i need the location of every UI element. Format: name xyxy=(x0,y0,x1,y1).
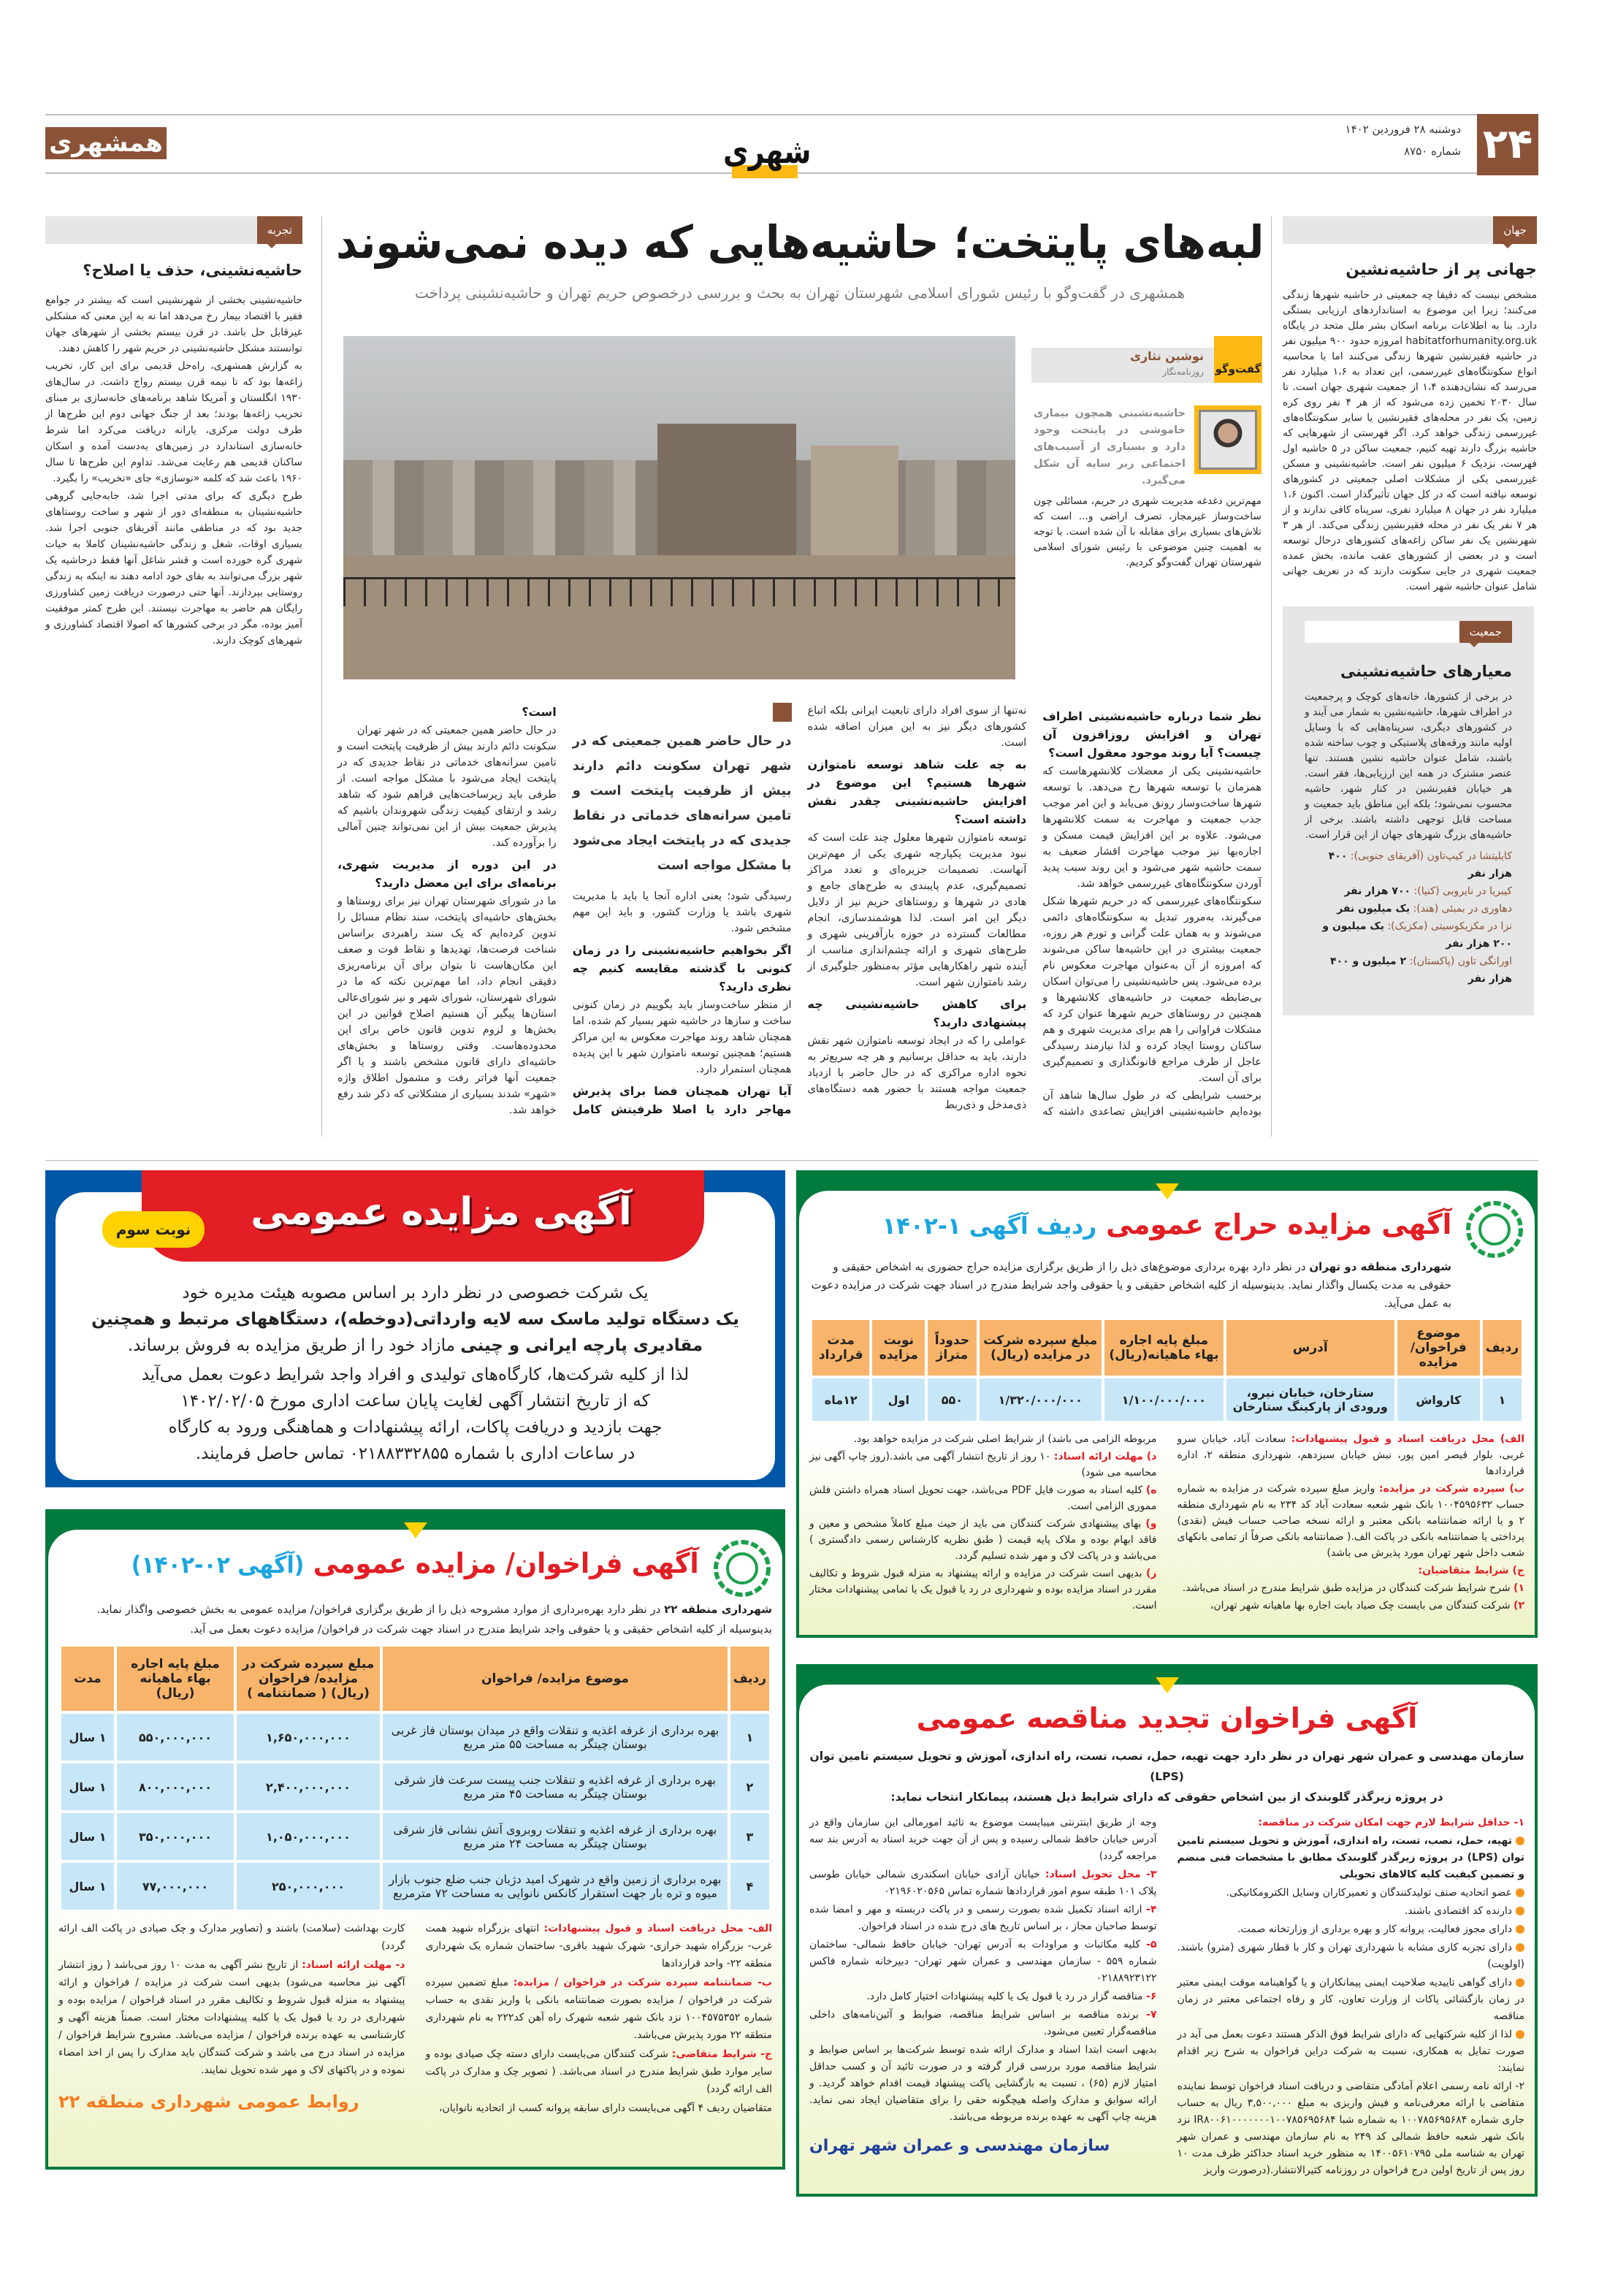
experience-text: حاشیه‌نشینی بخشی از شهرنشینی است که بیشتر در جوامع فقیر با اقتصاد بیمار رخ می‌دهد اما نه به این معنی که مشکلی غیرقابل حل باشد. در قرن بیستم بخشی از شهرهای جهان توانستند مشکل حاشیه‌نشینی در حریم شهر را کاهش دهند. به گزارش همشهری، راه‌حل قدیمی برای این کار، تخریب زاغه‌ها بود که تا نیمه قرن بیستم رواج داشت. در سال‌های ۱۹۳۰ انگلستان و آمریکا شاهد برنامه‌های خانه‌سازی بر مبنای تخریب زاغه‌ها بودند؛ بعد از جنگ جهانی دوم این طرح‌ها از طرف دولت مرکزی، یارانه دریافت می‌کرد اما شرط خانه‌سازی استاندارد در زمین‌های به‌دست آمده و اسکان ساکنان قدیمی هم رعایت می‌شد. تداوم این طرح‌ها تا سال ۱۹۶۰ باعث شد که کلمه «نوسازی» جای «تخریب» را بگیرد. طرح دیگری که برای مدتی اجرا شد، جابه‌جایی گروهی حاشیه‌نشینان به منطقه‌ای دور از شهر و ساخت روستاهای جدید بود که در مناطقی مانند آفریقای جنوبی اجرا شد. بسیاری اوقات، شغل و زندگی حاشیه‌نشینان کاملا به حیات شهری گره خورده است و قشر شاغل آنها فقط درحاشیه یک شهر بزرگ می‌توانند به بقای خود ادامه دهند نه اینکه به زندگی روستایی بپردازند. آنها حتی درصورت دریافت زمین کشاورزی رایگان هم حاضر به مهاجرت نیستند. این طرح کمتر موفقیت آمیز بوده، مگر در برخی کشورها که اصولا اقتصاد کشاورزی و شهرهای کوچک دارند. xyxy=(45,294,302,647)
main-headline: لبه‌های پایتخت؛ حاشیه‌هایی که دیده نمی‌شوند xyxy=(335,216,1264,269)
table-row: ۱ کارواش ستارخان، خیابان نیرو، ورودی از پارکینگ ستارخان ۱/۱۰۰/۰۰۰/۰۰۰ ۱/۳۲۰/۰۰۰/۰۰۰ ۵۵۰ اول ۱۲ماه xyxy=(812,1378,1522,1421)
section-title: شهری xyxy=(722,131,811,171)
slum-item: کایلیتشا در کیپ‌تاون (آفریقای جنوبی): ۴۰۰ هزار نفر xyxy=(1328,850,1512,880)
ad-intro: سازمان مهندسی و عمران شهر تهران در نظر دارد جهت تهیه، حمل، نصب، تست، راه اندازی، آموزش و تحویل سیستم تامین توان (LPS) در پروژه زیرگذر گلوبندک از بین اشخاص حقوقی که دارای شرایط ذیل هستند، پیمانکار انتخاب نماید: xyxy=(809,1750,1524,1804)
ad-title: آگهی مزایده عمومی xyxy=(251,1190,632,1234)
slum-item: دهاوری در بمبئی (هند): یک میلیون نفر xyxy=(1337,903,1512,915)
interview-box xyxy=(1031,348,1262,383)
interview-intro: مهم‌ترین دغدغه مدیریت شهری در حریم، مسائلی چون ساخت‌وساز غیرمجاز، تصرف اراضی و... است که تلاش‌های بسیاری برای مقابله با آن شده است. با توجه به اهمیت چنین موضوعی با رئیس شورای اسلامی شهرستان تهران گفت‌وگو کردیم. xyxy=(1034,495,1261,568)
ad-conditions-right: الف- محل دریافت اسناد و قبول پیشنهادات: انتهای بزرگراه شهید همت غرب- بزرگراه شهید خرازی- شهرک شهید باقری- ساختمان شماره یک شهرداری منطقه ۲۲- واحد قراردادها ب- ضمانتنامه سپرده شرکت در فراخوان / مزایده: مبلغ تضمین سپرده شرکت در فراخوان / مزایده بصورت ضمانتنامه بانکی یا واریز نقدی به حساب شماره ۱۰۰۴۵۷۵۳۵۲ نزد بانک شهر شعبه شهرک راه آهن کد۲۲۲ به نام شهرداری منطقه ۲۲ مورد پذیرش می‌باشد. ج- شرایط متقاضی: شرکت کنندگان می‌بایست دارای دسته چک صیادی بوده و سایر موارد طبق شرایط مندرج در اسناد می‌باشد. ( تصویر چک و مدارک در پاکت الف ارائه گردد) متقاضیان ردیف ۴ آگهی می‌بایست دارای سابقه پروانه کسب از اتحادیه نانوایان، xyxy=(425,1923,772,2114)
table-row: ۳ بهره برداری از غرفه اغذیه و تنقلات روبروی آتش نشانی فاز شرقی بوستان چیتگر به مساحت ۲۴ متر مربع ۱,۰۵۰,۰۰۰,۰۰۰ ۳۵۰,۰۰۰,۰۰۰ ۱ سال xyxy=(61,1813,769,1860)
interview-lead-area xyxy=(1034,405,1261,571)
ad-line: مقادیری پارچه ایرانی و چینی مازاد خود را از طریق مزایده به فروش برساند. xyxy=(127,1336,703,1355)
issue-number: شماره ۸۷۵۰ xyxy=(1404,145,1461,158)
world-text: مشخص نیست که دقیقا چه جمعیتی در حاشیه شهرها زندگی می‌کنند؛ زیرا این موضوع به استانداردهای ارزیابی بستگی دارد. بنا به اطلاعات برنامه اسکان بشر ملل متحد در پایگاه habitatforhumanity.org.uk امروزه حدود ۹۰۰ میلیون نفر در حاشیه فقیرنشین شهرها زندگی می‌کنند اما با محاسبه انواع سکونتگاه‌های غیررسمی، این تعداد به ۱،۶ میلیارد نفر می‌رسد که نشان‌دهنده ۱،۴ از جمعیت شهری جهان است. تا سال ۲۰۳۰ تخمین زده می‌شود که از هر ۴ نفر روی کره زمین، یک نفر در محله‌های فقیرنشین یا سایر سکونتگاه‌های غیررسمی زندگی خواهد کرد. اگر فهرستی از شهرهایی که حاشیه بزرگ دارند تهیه کنیم، جمعیت ساکن در ۵ حاشیه اول فهرست، نزدیک ۶ میلیون نفر است. حاشیه‌نشینی و مسکن غیررسمی یکی از مشکلات اصلی جمعیتی در کشورهای توسعه نیافته است که در کل جهان تأثیرگذار است. اکنون ۱،۶ میلیارد نفر در جهان ۸ میلیارد نفری، سرپناه کافی ندارند و از هر ۷ نفر یک نفر در محله فقیرنشین زندگی می‌کند. از هر ۳ شهرنشین یک نفر ساکن زاغه‌های کشورهای درحال توسعه است و در بعضی از کشورهای عقب مانده، بخش عمده جمعیت شهری در جایی سکونت دارند که در تعریف جهانی شامل عنوان حاشیه شهر است. xyxy=(1283,289,1538,592)
table-row: ۲ بهره برداری از غرفه اغذیه و تنقلات جنب پیست سرعت فاز شرقی بوستان چیتگر به مساحت ۴۵ متر مربع ۲,۴۰۰,۰۰۰,۰۰۰ ۸۰۰,۰۰۰,۰۰۰ ۱ سال xyxy=(61,1763,769,1810)
slum-item: نزا در مکزیکوسیتی (مکزیک): یک میلیون و ۲۰۰ هزار نفر xyxy=(1322,920,1512,950)
article-column: برحسب شرایطی که در طول سال‌ها شاهد آن بوده‌ایم حاشیه‌نشینی افزایش تصاعدی داشته که نه‌تنها از سوی افراد دارای تابعیت ایرانی بلکه اتباع کشورهای دیگر نیز به این میزان اضافه شده است. به چه علت شاهد توسعه نامتوازن شهرها هستیم؟ این موضوع در افزایش حاشیه‌نشینی چقدر نقش داشته است؟ توسعه نامتوازن شهرها معلول چند علت است که نبود مدیریت یکپارچه شهری یکی از مهم‌ترین آنهاست. تصمیمات جزیره‌ای و تعدد مراکز تصمیم‌گیری، عدم پایبندی به طرح‌های جامع و هادی در شهرها و روستاهای حریم نیز از دلایل دیگر این امر است. لذا هوشمندسازی، انجام مطالعات گسترده در حوزه بازآفرینی شهری و طرح‌های شهری و ارائه چشم‌اندازی مناسب از آینده شهر راهکارهایی مؤثر به‌منظور جلوگیری از رشد نامتوازن شهر است. برای کاهش حاشیه‌نشینی چه پیشنهادی دارید؟ عواملی را که در ایجاد توسعه نامتوازن شهر نقش دارند، باید به حداقل برسانیم و هر چه سریع‌تر به نحوه اداره مراکزی که در حال حاضر با ازدیاد جمعیت مواجه هستند با حضور همه دستگاه‌های ذی‌مدخل و ذی‌ربط xyxy=(807,705,1261,1118)
table-row: ۴ بهره برداری از زمین واقع در شهرک امید دژبان جنب ضلع جنوب بازار میوه و تره بار جهت استقرار کانکس نانوایی به مساحت ۷۲ مترمربع ۲۵۰,۰۰۰,۰۰۰ ۷۷,۰۰۰,۰۰۰ ۱ سال xyxy=(61,1863,769,1910)
author-role: روزنامه‌نگار xyxy=(1162,367,1204,377)
pull-quote: در حال حاضر همین جمعیتی که در شهر تهران سکونت دائم دارند بیش از ظرفیت پایتخت است و تامین سرانه‌های خدماتی در نقاط جدیدی که در پایتخت ایجاد می‌شود با مشکل مواجه است xyxy=(572,733,792,873)
ad-title: آگهی مزایده حراج عمومی xyxy=(1105,1208,1451,1240)
article-column: سکونت دائم دارند بیش از ظرفیت پایتخت است و تامین سرانه‌های خدماتی در نقاط جدیدی که در پایتخت ایجاد می‌شود با مشکل مواجه است. از طرفی باید زیرساخت‌هایی فراهم شود که شاهد رشد و ارتقای کیفیت زندگی شهروندان باشیم که پذیرش جمعیت بیش از این نمی‌تواند چنین آمالی را برآورده کند. در این دوره از مدیریت شهری، برنامه‌ای برای این معضل دارید؟ ما در شورای شهرستان تهران نیز برای روستاها و بخش‌های حاشیه‌ای پایتخت، سند نظام مسائل را تدوین کرده‌ایم که یک سند راهبردی براساس شناخت فرصت‌ها، تهدیدها و نقاط قوت و ضعف این مکان‌هاست تا بتوان برای آن برنامه‌ریزی دقیقی انجام داد، اما مهم‌ترین نکته که ما در شورای شهرستان، شورای شهر و نیز شورای‌عالی استان‌ها پیگیر آن هستیم اصلاح قوانین در این بخش‌ها و لزوم تدوین قانون خاص برای این محدوده‌هاست. وقتی روستاها و بخش‌های حاشیه‌ای دارای قانون مشخص باشند و یا اگر جمعیت آنها فراتر رفت و مشمول اطلاق واژه «شهر» شدند بسیاری از مشکلاتی که ذکر شد رفع خواهد شد. xyxy=(337,741,557,1116)
ad-conditions-right: ۱- حداقل شرایط لازم جهت امکان شرکت در مناقصه: تهیه، حمل، نصب، تست، راه اندازی، آموزش و تحویل سیستم تامین توان (LPS) در پروژه زیرگذر گلوبندک مطابق با مشخصات فنی منضم و تضمین کیفیت کلیه کالاهای تحویلی عضو اتحادیه صنف تولیدکنندگان و تعمیرکاران وسایل الکترومکانیکی. دارنده کد اقتصادی باشند. دارای مجوز فعالیت، پروانه کار و بهره برداری از وزارتخانه صمت. دارای تجربه کاری مشابه با شهرداری تهران و کار با قطار شهری (مترو) باشند. (اولویت) دارای گواهی تاییدیه صلاحیت ایمنی پیمانکاران و یا گواهینامه موقت ایمنی معتبر در زمان بازگشائی پاکات از وزارت تعاون، کار و رفاه اجتماعی معتبر در زمان مناقصه لذا از کلیه شرکتهایی که دارای شرایط فوق الذکر هستند دعوت بعمل می آید در صورت تمایل به همکاری، نسبت به شرکت دراین فراخوان به شرح زیر اقدام نمایند: ۲- ارائه نامه رسمی اعلام آمادگی متقاضی و دریافت اسناد فراخوان توسط نماینده متقاضی با ارائه معرفی‌نامه و فیش واریزی به مبلغ ۳,۵۰۰,۰۰۰ ریال به حساب جاری شماره ۱۰۰۷۸۵۶۹۵۶۸۴ به شماره شبا IR۸۰۰۶۱۰۰۰۰۰۰۰۱۰۰۷۸۵۶۹۵۶۸۴ نزد بانک شهر شعبه حافظ شمالی کد ۲۴۹ به نام سازمان مهندسی و عمران شهر تهران به شناسه ملی ۱۴۰۰۵۶۱۰۷۹۵ به منظور خرید اسناد حداکثر ظرف مدت ۱۰ روز پس از تاریخ اولین درج فراخوان در روزنامه کثیرالانتشار.(درصورت واریز xyxy=(1177,1817,1525,2176)
ad-tender xyxy=(796,1664,1538,2197)
population-box xyxy=(1283,606,1534,1015)
table-row: ۱ بهره برداری از غرفه اغذیه و تنقلات واقع در میدان بوستان فاز غربی بوستان چیتگر به مساحت ۵۵ متر مربع ۱,۶۵۰,۰۰۰,۰۰۰ ۵۵۰,۰۰۰,۰۰۰ ۱ سال xyxy=(61,1714,769,1761)
article-photo xyxy=(343,336,1015,679)
ad-conditions-left: مربوطه الزامی می باشد) از شرایط اصلی شرکت در مزایده خواهد بود. د) مهلت ارائه اسناد: ۱۰ روز از تاریخ انتشار آگهی می باشد.(روز چاپ آگهی نیز محاسبه می شود) ه) کلیه اسناد به صورت فایل PDF می‌باشد، جهت تحویل اسناد همراه داشتن فلش مموری الزامی است. و) بهای پیشنهادی شرکت کنندگان می باید از حیث مبلغ کاملاً مشخص و معین و فاقد ابهام بوده و ملاک پایه قیمت ( طبق نظریه کارشناس رسمی دادگستری ) می‌باشد و در پاکت لاک و مهر شده تسلیم گردد. ز) بدیهی است شرکت در مزایده و ارائه پیشنهاد به منزله قبول شروط و تکالیف مقرر در اسناد مزایده بوده و شهرداری در رد یا قبول یک یا تمامی پیشنهادات مختار است. xyxy=(809,1433,1157,1612)
tag-world: جهان xyxy=(1493,216,1537,244)
ad-intro: شهرداری منطقه دو تهران در نظر دارد بهره برداری موضوع‌های ذیل را از طریق برگزاری مزایده حراج حضوری به اشخاص حقیقی و حقوقی به مدت یکسال واگذار نماید. بدینوسیله از کلیه اشخاص حقیقی و یا حقوقی واجد شرایط مندرج در اسناد جهت شرکت در مزایده دعوت به عمل می‌آید. xyxy=(811,1260,1451,1310)
interview-lead: حاشیه‌نشینی همچون بیماری خاموشی در پایتخت وجود دارد و بسیاری از آسیب‌های اجتماعی زیر سایه آن شکل می‌گیرد. xyxy=(1034,408,1186,487)
ad-badge: نوبت سوم xyxy=(102,1211,205,1248)
article-column: رسیدگی شود؛ یعنی اداره آنجا یا باید با مدیریت شهری باشد یا وزارت کشور، و باید این مهم مشخص شود. اگر بخواهیم حاشیه‌نشینی را در زمان کنونی با گذشته مقایسه کنیم چه نظری دارید؟ از منظر ساخت‌وساز باید بگوییم در زمان کنونی ساخت و سازها در حاشیه شهر بسیار کم شده، اما همچنان شاهد روند مهاجرت معکوس به این مراکز هستیم؛ همچنین توسعه نامتوازن شهر با این پدیده همچنان استمرار دارد. آیا تهران همچنان فضا برای پذیرش مهاجر دارد یا اصلا ظرفیتش کامل است؟ در حال حاضر همین جمعیتی که در شهر تهران xyxy=(356,705,792,1116)
ad-table: ردیف موضوع مزایده/ فراخوان مبلغ سپرده شرکت در مزایده/ فراخوان (ریال) ( ضمانتنامه ) مبلغ پایه اجاره بهاء ماهیانه (ریال) مدت ۱ بهره برداری از غرفه اغذیه و تنقلات واقع در میدان بوستان فاز غربی بوستان چیتگر به مساحت ۵۵ متر مربع ۱,۶۵۰,۰۰۰,۰۰۰ ۵۵۰,۰۰۰,۰۰۰ ۱ سال ۲ بهره برداری از غرفه اغذیه و تنقلات جنب پیست سرعت فاز شرقی بوستان چیتگر به مساحت ۴۵ متر مربع ۲,۴۰۰,۰۰۰,۰۰۰ ۸۰۰,۰۰۰,۰۰۰ ۱ سال ۳ بهره برداری از غرفه اغذیه و تنقلات روبروی آتش نشانی فاز شرقی بوستان چیتگر به مساحت ۲۴ متر مربع ۱,۰۵۰,۰۰۰,۰۰۰ ۳۵۰,۰۰۰,۰۰۰ ۱ سال ۴ بهره برداری از زمین واقع در شهرک امید دژبان جنب ضلع جنوب بازار میوه و تره بار جهت استقرار کانکس نانوایی به مساحت ۷۲ مترمربع ۲۵۰,۰۰۰,۰۰۰ ۷۷,۰۰۰,۰۰۰ ۱ سال xyxy=(58,1644,772,1912)
world-column xyxy=(1283,216,1537,1015)
pull-quote-block xyxy=(573,703,792,878)
world-tagbar xyxy=(1283,216,1537,244)
ad-signature: روابط عمومی شهرداری منطقه ۲۲ xyxy=(58,2091,359,2112)
pull-quote-marker xyxy=(773,703,792,722)
article-body xyxy=(337,703,1261,1120)
world-title: جهانی پر از حاشیه‌نشین xyxy=(1345,261,1537,279)
ad-region2-auction xyxy=(796,1170,1538,1638)
ad-intro: شهرداری منطقه ۲۲ در نظر دارد بهره‌برداری از موارد مشروحه ذیل را از طریق برگزاری فراخوان/ مزایده عمومی به بخش خصوصی واگذار نماید. بدینوسیله از کلیه اشخاص حقیقی و یا حقوقی واجد شرایط مندرج در اسناد جهت شرکت در فراخوان/ مزایده دعوت بعمل می آید. xyxy=(96,1603,772,1636)
ad-private-auction xyxy=(45,1170,785,1487)
main-subheadline: همشهری در گفت‌وگو با رئیس شورای اسلامی شهرستان تهران به بحث و بررسی درخصوص حریم تهران و حاشیه‌نشینی پرداخت xyxy=(414,284,1186,302)
author-name: نوشین نثاری xyxy=(1130,349,1204,363)
slum-item: اورانگی تاون (پاکستان): ۲ میلیون و ۴۰۰ هزار نفر xyxy=(1330,956,1512,985)
population-box-title: معیارهای حاشیه‌نشینی xyxy=(1340,663,1512,680)
interviewee-portrait xyxy=(1194,405,1261,474)
issue-date: دوشنبه ۲۸ فروردین ۱۴۰۲ xyxy=(1345,123,1461,136)
ad-region22-auction xyxy=(45,1509,785,2170)
ad-line: جهت بازدید و دریافت پاکات، ارائه پیشنهادات و هماهنگی ورود به کارگاه xyxy=(168,1418,663,1437)
ad-conditions-left: وجه از طریق اینترنتی میبایست موضوع به تائید امورمالی این سازمان واقع در آدرس خیابان حافظ شمالی رسیده و پس از آن جهت خرید اسناد به آدرس بند سه مراجعه گردد) ۳- محل تحویل اسناد: خیابان آزادی خیابان اسکندری شمالی خیابان طوسی پلاک ۱۰۱ طبقه سوم امور قراردادها شماره تماس ۰۲۱۹۶۰۲۰۵۶۵ ۴- ارائه اسناد تکمیل شده بصورت رسمی و در پاکت دربسته و مهر و امضا شده توسط صاحبان مجاز ، بر اساس تاریخ های درج شده در اسناد فراخوان. ۵- کلیه مکاتبات و مراودات به آدرس تهران- خیابان حافظ شمالی- ساختمان شماره ۵۵۹ - سازمان مهندسی و عمران شهر تهران- دبیرخانه شماره فاکس ۰۲۱۸۸۹۲۳۱۲۲ ۶- مناقصه گزار در رد یا قبول یک یا کلیه پیشنهادات اختیار کامل دارد. ۷- برنده مناقصه بر اساس شرایط مناقصه، ضوابط و آئین‌نامه‌های داخلی مناقصه‌گزار تعیین می‌شود. بدیهی است ابتدا اسناد و مدارک ارائه شده توسط شرکت‌ها بر اساس ضوابط و شرایط مناقصه مورد بررسی قرار گرفته و در صورت تائید آن و کسب حداقل امتیاز لازم (۶۵) ، نسبت به بازگشایی پاکت پیشنهاد قیمت اقدام خواهد گردید. و ارائه سوابق و مدارک واصله هیچگونه حقی را برای متقاضیان ایجاد نمی نماید. هزینه چاپ آگهی به عهده برنده مربوطه می‌باشد. سازمان مهندسی و عمران شهر تهران xyxy=(809,1815,1157,2181)
article-column: نظر شما درباره حاشیه‌نشینی اطراف تهران و افزایش روزافزون آن چیست؟ آیا روند موجود معقول است؟ حاشیه‌نشینی یکی از معضلات کلانشهرهاست که همزمان با توسعه شهرها رخ می‌دهد. با توسعه شهرها ساخت‌وساز رونق می‌یابد و این امر موجب جذب جمعیت و مهاجرت به سمت کلانشهرها می‌شود. علاوه بر این افزایش قیمت مسکن و اجاره‌بها نیز موجب مهاجرت اقشار ضعیف به سمت حاشیه شهر می‌شود و این روند سبب پدید آوردن سکونتگاه‌های غیررسمی خواهد شد. سکونتگاه‌های غیررسمی که در حریم شهرها شکل می‌گیرند، به‌مرور تبدیل به سکونتگاه‌های دائمی می‌شوند و به همان علت گرانی و تورم هر روزه، جمعیت بیشتری در این حاشیه‌ها ساکن می‌شوند که امروزه از آن به‌عنوان مهاجرت معکوس نام برده می‌شود. پس حاشیه‌نشینی را می‌توان اسکان بی‌ضابطه جمعیت در حاشیه‌های کلانشهرها و همچنین در روستاهای حریم شهرها عنوان کرد که مشکلات فراوانی را هم برای مدیریت شهری و هم ساکنان روستا ایجاد کرده و لذا نیازمند رسیدگی عاجل از طرف مراجع قانونگذاری و تصمیم‌گیری برای آن است. xyxy=(1042,709,1261,1084)
interview-tag: گفت‌وگو xyxy=(1214,336,1262,383)
ad-conditions-left: کارت بهداشت (سلامت) باشند و (تصاویر مدارک و چک صیادی در پاکت الف ارائه گردد) د- مهلت ارائه اسناد: از تاریخ نشر آگهی به مدت ۱۰ روز می‌باشد ( روز انتشار آگهی نیز محاسبه می‌شود) بدیهی است شرکت در مزایده / فراخوان و ارائه پیشنهاد به منزله قبول شروط و تکالیف مقرر در اسناد فراخوان / مزایده بوده و شهرداری در رد یا قبول یک یا کلیه پیشنهادات مختار است. ضمناً هزینه آگهی و کارشناسی به عهده برنده فراخوان / مزایده می‌باشد. مشروح شرایط فراخوان / مزایده در اسناد درج می باشد و شرکت کنندگان باید مدارک را پس از اخذ امضاء نموده و در پاکتهای لاک و مهر شده تحویل نمایند. روابط عمومی شهرداری منطقه ۲۲ xyxy=(58,1920,405,2118)
slum-item: کیبریا در نایروبی (کنیا): ۷۰۰ هزار نفر xyxy=(1344,885,1512,897)
ad-subtitle: ردیف آگهی ۱-۱۴۰۲ xyxy=(882,1212,1096,1240)
ad-subtitle: (آگهی ۰۲-۱۴۰۲) xyxy=(131,1551,305,1579)
ad-line: که از تاریخ انتشار آگهی لغایت پایان ساعت اداری مورخ ۱۴۰۲/۰۲/۰۵ xyxy=(180,1392,650,1411)
page-number: ۲۴ xyxy=(1477,114,1538,175)
ad-title: آگهی فراخوان/ مزایده عمومی xyxy=(313,1547,700,1579)
ad-title: آگهی فراخوان تجدید مناقصه عمومی xyxy=(916,1702,1418,1734)
ad-line: یک شرکت خصوصی در نظر دارد بر اساس مصوبه هیئت مدیره خود xyxy=(182,1284,649,1303)
ad-table: ردیف موضوع فراخوان/ مزایده آدرس مبلغ پایه اجاره بهاء ماهیانه(ریال) مبلغ سپرده شرکت در مزایده (ریال) حدوداً متراژ نوبت مزایده مدت قرارداد ۱ کارواش ستارخان، خیابان نیرو، ورودی از پارکینگ ستارخان ۱/۱۰۰/۰۰۰/۰۰۰ ۱/۳۲۰/۰۰۰/۰۰۰ ۵۵۰ اول ۱۲ماه xyxy=(809,1317,1524,1424)
ad-signature: سازمان مهندسی و عمران شهر تهران xyxy=(809,2137,1110,2155)
newspaper-logo: همشهری xyxy=(45,127,167,159)
ad-line: یک دستگاه تولید ماسک سه لایه وارداتی(دوخطه)، دستگاههای مرتبط و همچنین xyxy=(91,1310,739,1329)
tehran-municipality-logo xyxy=(1463,1198,1526,1261)
tehran-municipality-logo xyxy=(711,1537,774,1600)
ad-conditions-right: الف) محل دریافت اسناد و قبول پیشنهادات: سعادت آباد، خیابان سرو غربی، بلوار قیصر امین پور، نبش خیابان سیزدهم، شهرداری منطقه ۲، اداره قراردادها ب) سپرده شرکت در مزایده: واریز مبلغ سپرده شرکت در مزایده به شماره حساب ۱۰۰۴۵۹۵۶۳۲ بانک شهر شعبه سعادت آباد کد ۲۳۴ به نام شهرداری منطقه ۲ و یا ارائه ضمانتنامه بانکی معتبر و ارائه نسخه صاحب حساب فیش (نقدی) پرداختی یا ضمانتنامه بانکی در پاکت الف.( ضمانتنامه بانکی صرفاً از تمامی بانکهای شعب داخل شهر تهران مورد پذیرش می باشد) ج) شرایط متقاضیان: ۱) شرح شرایط شرکت کنندگان در مزایده طبق شرایط مندرج در اسناد می‌باشد. ۲) شرکت کنندگان می بایست چک صیاد بابت اجاره بها ماهیانه شهر تهران، xyxy=(1177,1433,1525,1612)
tag-population: جمعیت xyxy=(1459,621,1512,643)
ad-line: لذا از کلیه شرکت‌ها، کارگاه‌های تولیدی و افراد واجد شرایط دعوت بعمل می‌آید xyxy=(141,1365,690,1384)
population-box-text: در برخی از کشورها، خانه‌های کوچک و پرجمعیت در اطراف شهرها، حاشیه‌نشین به شمار می آیند و در کشورهای دیگری، سرپناه‌هایی که با وسایل اولیه مانند ورقه‌های پلاستیکی و چوب ساخته شده باشند، شامل عنوان حاشیه نشین هستند. تنها عنصر مشترک در همه این ارزیابی‌ها، فقر است. هر خیابان فقیرنشین در کنار شهر، حاشیه محسوب نمی‌شود؛ بلکه این مناطق باید جمعیت و مساحت قابل توجهی داشته باشند. برخی از حاشیه‌های بزرگ شهرهای جهان از این قرار است. xyxy=(1305,691,1512,841)
tag-experience: تجربه xyxy=(257,216,302,244)
ad-line: در ساعات اداری با شماره ۰۲۱۸۸۳۳۲۸۵۵ تماس حاصل فرمایند. xyxy=(195,1444,635,1463)
experience-title: حاشیه‌نشینی، حذف یا اصلاح؟ xyxy=(83,262,302,279)
experience-column xyxy=(45,216,302,650)
